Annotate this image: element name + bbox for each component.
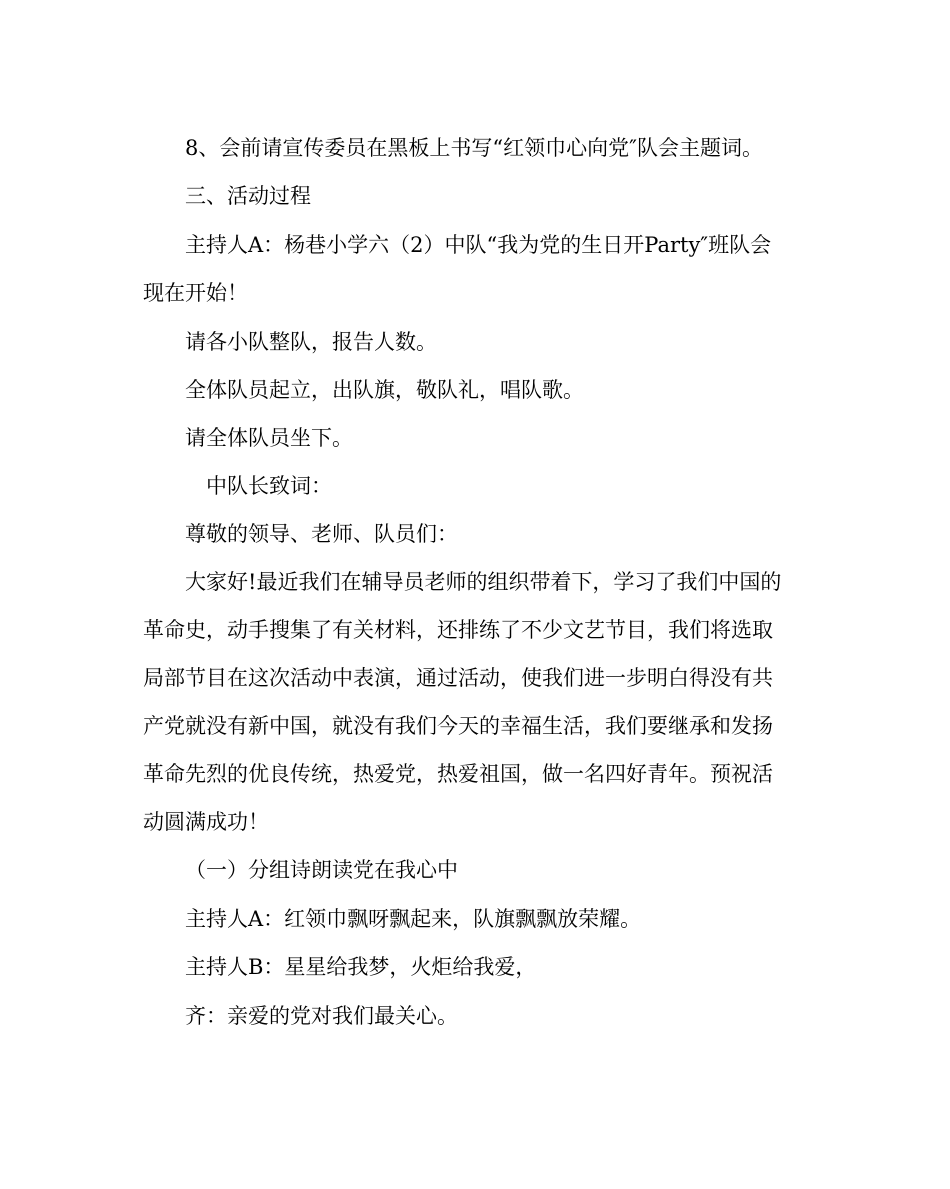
paragraph-sit-down [143,414,813,462]
text-line: 产党就没有新中国，就没有我们今天的幸福生活，我们要继承和发扬 [143,714,773,738]
paragraph-flag-ceremony [143,366,813,414]
text-line: 革命先烈的优良传统，热爱党，热爱祖国，做一名四好青年。预祝活 [143,762,773,786]
text-line: 现在开始！ [143,281,248,305]
text-line: 主持人B：星星给我梦，火炬给我爱， [185,955,537,979]
paragraph-chorus-line [143,992,813,1040]
text-line: 三、活动过程 [185,184,311,208]
paragraph-host-a-line [143,895,813,943]
text-line: （一）分组诗朗读党在我心中 [185,858,458,882]
paragraph-squad-report [143,318,813,366]
text-line: 主持人A：杨巷小学六（2）中队“我为党的生日开Party″班队会 [185,233,772,257]
subsection-heading-poetry-reading [143,846,813,894]
paragraph-captain-speech-heading [143,462,813,510]
section-heading-activity-process [143,172,813,220]
text-line: 中队长致词： [206,474,332,498]
text-line: 齐：亲爱的党对我们最关心。 [185,1004,458,1028]
text-line: 革命史，动手搜集了有关材料，还排练了不少文艺节目，我们将选取 [143,618,773,642]
text-line: 大家好!最近我们在辅导员老师的组织带着下，学习了我们中国的 [185,570,782,594]
text-line: 尊敬的领导、老师、队员们： [185,522,458,546]
text-line: 局部节目在这次活动中表演，通过活动，使我们进一步明白得没有共 [143,666,773,690]
text-line: 8、会前请宣传委员在黑板上书写“红领巾心向党″队会主题词。 [185,136,763,160]
paragraph-captain-speech-body [143,558,813,846]
paragraph-host-a-opening [143,221,813,317]
text-line: 主持人A：红领巾飘呀飘起来，队旗飘飘放荣耀。 [185,907,642,931]
text-line: 全体队员起立，出队旗，敬队礼，唱队歌。 [185,378,584,402]
paragraph-preparation-item-8 [143,124,813,172]
text-line: 请全体队员坐下。 [185,426,353,450]
text-line: 请各小队整队，报告人数。 [185,330,437,354]
text-line: 动圆满成功！ [143,810,269,834]
paragraph-salutation [143,510,813,558]
paragraph-host-b-line [143,943,813,991]
